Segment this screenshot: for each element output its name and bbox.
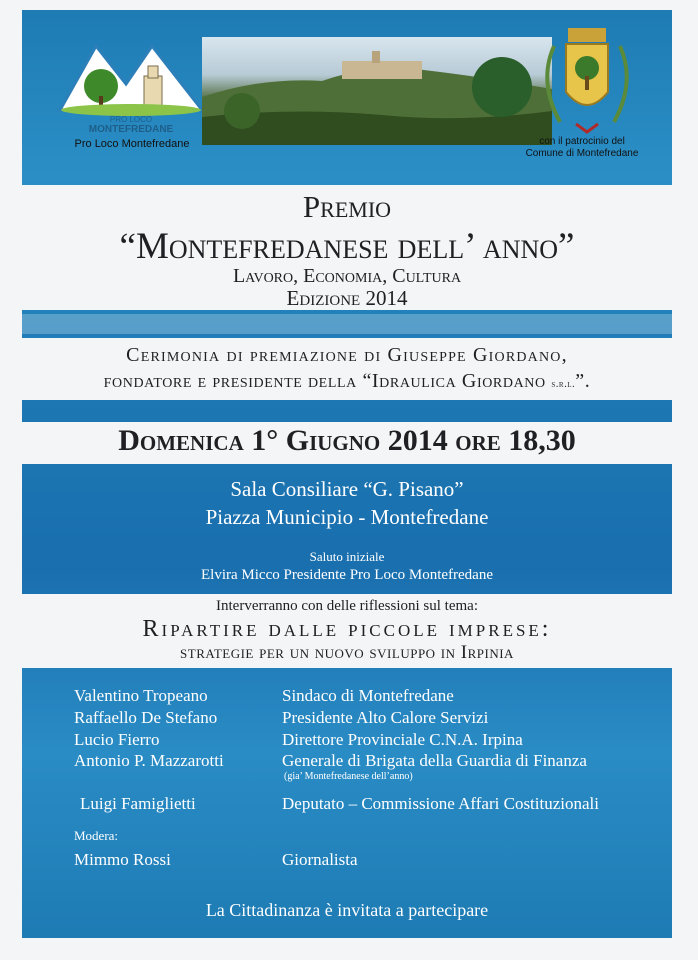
moderator-name: Mimmo Rossi xyxy=(74,850,171,869)
ceremony-line2: fondatore e presidente della “Idraulica Giordano xyxy=(103,370,546,392)
closing-invitation: La Cittadinanza è invitata a partecipare xyxy=(205,900,489,920)
title-strip xyxy=(22,185,672,310)
title-name: “Montefredanese dell’ anno” xyxy=(119,226,575,267)
speaker-role: Sindaco di Montefredane xyxy=(282,686,454,705)
title-premio: Premio xyxy=(302,189,392,224)
speaker-name: Luigi Famiglietti xyxy=(80,794,196,813)
venue-line1: Sala Consiliare “G. Pisano” xyxy=(230,477,464,501)
speaker-role: Deputato – Commissione Affari Costituzionali xyxy=(282,794,599,813)
title-edition: Edizione 2014 xyxy=(286,286,408,310)
speaker-note: (gia’ Montefredanese dell’anno) xyxy=(284,771,413,782)
event-date: Domenica 1° Giugno 2014 ore 18,30 xyxy=(118,424,576,457)
decor-band xyxy=(22,314,672,334)
speaker-name: Raffaello De Stefano xyxy=(74,708,218,727)
speaker-role: Direttore Provinciale C.N.A. Irpina xyxy=(282,730,523,749)
speaker-name: Valentino Tropeano xyxy=(74,686,208,705)
venue-line2: Piazza Municipio - Montefredane xyxy=(205,505,489,529)
theme-strip xyxy=(22,594,672,668)
ceremony-line2-end: ”. xyxy=(575,370,591,392)
speaker-name: Lucio Fierro xyxy=(74,730,160,749)
municipal-crest xyxy=(532,22,642,140)
patronage-caption xyxy=(502,136,662,160)
title-subtitle: Lavoro, Economia, Cultura xyxy=(232,265,462,287)
proloco-logo xyxy=(56,38,206,138)
ceremony-srl: s.r.l. xyxy=(551,379,576,390)
logo-text-bottom: MONTEFREDANE xyxy=(88,124,174,135)
town-photo xyxy=(202,37,552,145)
ceremony-line2-wrap xyxy=(22,370,672,393)
theme-intro: Interverranno con delle riflessioni sul tema: xyxy=(216,598,478,614)
proloco-caption: Pro Loco Montefredane xyxy=(74,138,190,150)
moderator-role: Giornalista xyxy=(282,850,358,869)
theme-line1: Ripartire dalle piccole imprese: xyxy=(142,616,552,642)
poster xyxy=(22,10,672,938)
ceremony-line1: Cerimonia di premiazione di Giuseppe Giordano, xyxy=(126,344,568,366)
greeting-person: Elvira Micco Presidente Pro Loco Montefredane xyxy=(201,567,493,583)
speaker-role: Generale di Brigata della Guardia di Finanza xyxy=(282,751,587,770)
date-strip xyxy=(22,422,672,464)
ceremony-strip xyxy=(22,338,672,400)
moderator-label: Modera: xyxy=(74,828,119,843)
patronage-line2: Comune di Montefredane xyxy=(525,148,639,159)
venue xyxy=(22,475,672,531)
patronage-line1: con il patrocinio del xyxy=(539,136,625,147)
speaker-role: Presidente Alto Calore Servizi xyxy=(282,708,489,727)
logo-text-top: PRO LOCO xyxy=(109,115,153,124)
greeting-label: Saluto iniziale xyxy=(309,549,385,564)
greeting xyxy=(22,548,672,585)
speaker-name: Antonio P. Mazzarotti xyxy=(74,751,224,770)
theme-line2: strategie per un nuovo sviluppo in Irpinia xyxy=(180,642,514,663)
